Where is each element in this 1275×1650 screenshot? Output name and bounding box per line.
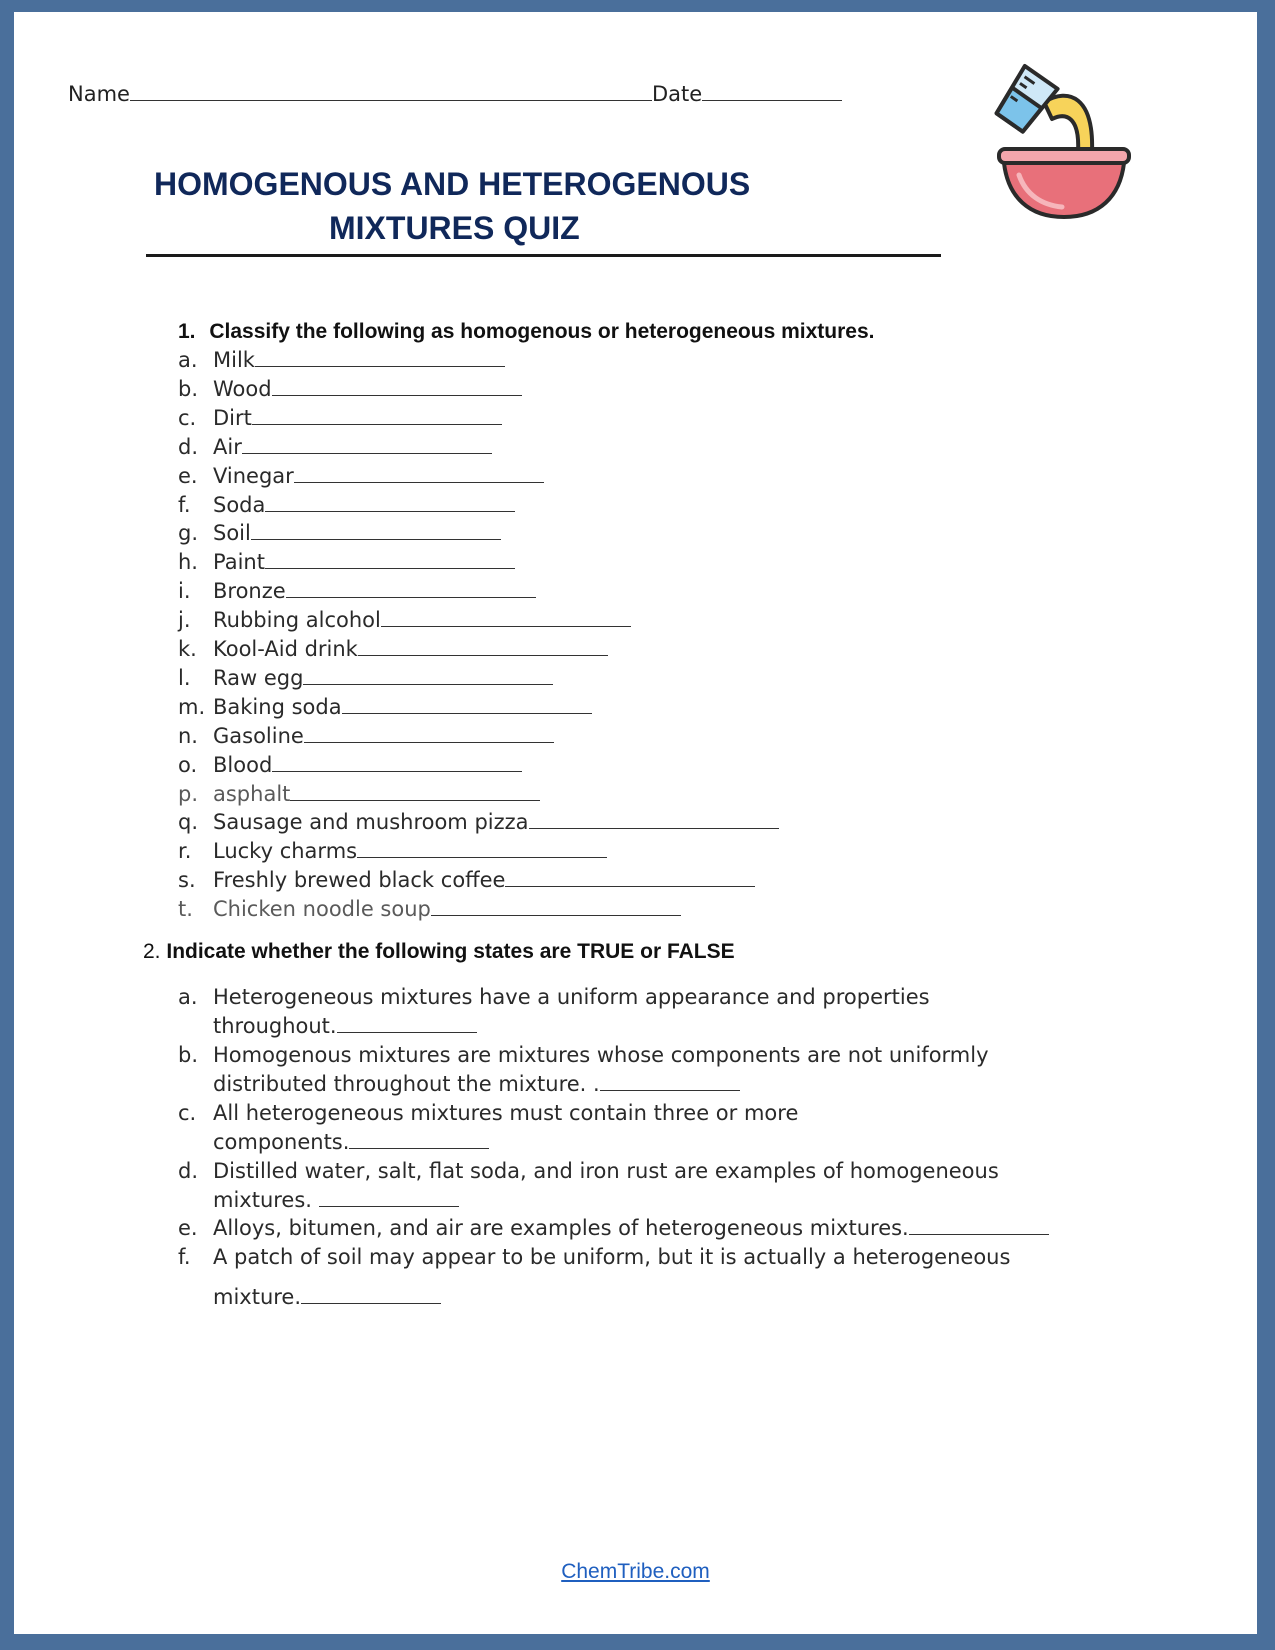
list-item [178, 753, 878, 779]
item-letter: m. [178, 694, 206, 719]
item-text: Blood [213, 752, 273, 777]
statement-text-cont: distributed throughout the mixture. . [213, 1072, 600, 1096]
title-line-2: MIXTURES QUIZ [329, 210, 580, 246]
list-item [178, 637, 878, 663]
answer-blank[interactable] [342, 695, 592, 714]
answer-blank[interactable] [242, 435, 492, 454]
list-item [178, 464, 878, 490]
list-item [178, 666, 878, 692]
list-item [178, 521, 878, 547]
item-letter: d. [178, 1159, 199, 1183]
name-field[interactable] [130, 82, 652, 101]
answer-blank[interactable] [301, 1285, 441, 1304]
item-text: Lucky charms [213, 839, 358, 864]
list-item [178, 868, 878, 894]
statement-text-cont: throughout. [213, 1014, 337, 1038]
item-letter: j. [178, 608, 191, 633]
answer-blank[interactable] [381, 608, 631, 627]
item-letter: h. [178, 550, 198, 575]
item-text: Soil [213, 521, 251, 546]
answer-blank[interactable] [272, 377, 522, 396]
statement-text-cont: mixture. [213, 1285, 302, 1309]
item-text: Rubbing alcohol [213, 608, 381, 633]
list-item [178, 1101, 1058, 1156]
list-item [178, 1245, 1058, 1311]
answer-blank[interactable] [505, 868, 755, 887]
list-item [178, 985, 1058, 1040]
answer-blank[interactable] [286, 579, 536, 598]
item-letter: p. [178, 781, 199, 806]
footer-link[interactable]: ChemTribe.com [561, 1560, 710, 1583]
statement-text: Heterogeneous mixtures have a uniform appearance and properties [213, 985, 930, 1009]
answer-blank[interactable] [358, 637, 608, 656]
list-item [178, 550, 878, 576]
item-letter: g. [178, 521, 199, 546]
item-letter: c. [178, 405, 197, 430]
list-item [178, 724, 878, 750]
answer-blank[interactable] [290, 782, 540, 801]
answer-blank[interactable] [357, 839, 607, 858]
statement-text-cont: mixtures. [213, 1188, 319, 1212]
item-letter: e. [178, 463, 198, 488]
answer-blank[interactable] [431, 897, 681, 916]
statement-text: A patch of soil may appear to be uniform, but it is actually a heterogeneous [213, 1245, 1011, 1269]
answer-blank[interactable] [272, 753, 522, 772]
statement-text: Homogenous mixtures are mixtures whose components are not uniformly [213, 1043, 989, 1067]
name-label: Name [68, 82, 130, 106]
list-item [178, 897, 878, 923]
item-text: Baking soda [213, 694, 342, 719]
list-item [178, 1159, 1058, 1214]
answer-blank[interactable] [265, 550, 515, 569]
list-item [178, 1216, 1058, 1242]
statement-text: Alloys, bitumen, and air are examples of heterogeneous mixtures. [213, 1216, 909, 1240]
list-item [178, 810, 878, 836]
item-letter: i. [178, 579, 191, 604]
answer-blank[interactable] [319, 1188, 459, 1207]
item-letter: r. [178, 839, 192, 864]
item-letter: b. [178, 376, 199, 401]
item-letter: e. [178, 1216, 198, 1240]
item-letter: c. [178, 1101, 197, 1125]
item-letter: a. [178, 985, 198, 1009]
item-letter: k. [178, 637, 197, 661]
list-item [178, 493, 878, 519]
answer-blank[interactable] [251, 521, 501, 540]
name-date-line [68, 82, 842, 106]
item-letter: f. [178, 1245, 191, 1269]
question-2-text: Indicate whether the following states are TRUE or FALSE [166, 940, 735, 963]
item-letter: l. [178, 665, 191, 690]
item-text: Sausage and mushroom pizza [213, 810, 529, 835]
list-item [178, 377, 878, 403]
item-letter: a. [178, 348, 198, 372]
list-item [178, 608, 878, 634]
item-text: Dirt [213, 405, 252, 430]
title-line-1: HOMOGENOUS AND HETEROGENOUS [154, 166, 751, 202]
list-item [178, 1043, 1058, 1098]
answer-blank[interactable] [294, 464, 544, 483]
answer-blank[interactable] [252, 406, 502, 425]
answer-blank[interactable] [349, 1130, 489, 1149]
list-item [178, 348, 878, 374]
question-1-number: 1. [178, 320, 196, 343]
item-text: Wood [213, 376, 272, 401]
item-text: Raw egg [213, 665, 304, 690]
item-letter: d. [178, 434, 199, 459]
item-text: Milk [213, 348, 255, 372]
mixing-bowl-icon [974, 57, 1144, 237]
list-item [178, 839, 878, 865]
answer-blank[interactable] [304, 724, 554, 743]
statement-text-cont: components. [213, 1130, 350, 1154]
title-divider [146, 254, 941, 257]
answer-blank[interactable] [337, 1014, 477, 1033]
item-text: Kool-Aid drink [213, 637, 358, 661]
date-field[interactable] [702, 82, 842, 101]
item-text: Air [213, 434, 242, 459]
list-item [178, 695, 878, 721]
list-item [178, 435, 878, 461]
list-item [178, 406, 878, 432]
answer-blank[interactable] [600, 1072, 740, 1091]
question-1-text: Classify the following as homogenous or heterogeneous mixtures. [209, 320, 875, 343]
question-2-number: 2. [143, 940, 161, 963]
date-label: Date [651, 82, 703, 106]
answer-blank[interactable] [303, 666, 553, 685]
list-item [178, 782, 878, 808]
item-letter: f. [178, 492, 191, 517]
item-text: asphalt [213, 781, 291, 806]
answer-blank[interactable] [265, 493, 515, 512]
answer-blank[interactable] [909, 1216, 1049, 1235]
worksheet-page [14, 12, 1257, 1634]
answer-blank[interactable] [529, 810, 779, 829]
item-text: Gasoline [213, 723, 304, 748]
item-text: Vinegar [213, 463, 294, 488]
question-1-heading [178, 320, 874, 344]
item-letter: q. [178, 810, 199, 835]
question-2-heading [143, 940, 735, 964]
item-letter: o. [178, 752, 198, 777]
item-letter: b. [178, 1043, 199, 1067]
item-letter: t. [178, 897, 193, 922]
item-text: Soda [213, 492, 266, 517]
item-text: Chicken noodle soup [213, 897, 431, 922]
item-text: Paint [213, 550, 265, 575]
statement-text: All heterogeneous mixtures must contain three or more [213, 1101, 799, 1125]
item-letter: s. [178, 868, 196, 893]
statement-text: Distilled water, salt, flat soda, and iron rust are examples of homogeneous [213, 1159, 999, 1183]
item-text: Freshly brewed black coffee [213, 868, 506, 893]
item-letter: n. [178, 723, 198, 748]
answer-blank[interactable] [255, 348, 505, 367]
list-item [178, 579, 878, 605]
item-text: Bronze [213, 579, 286, 604]
